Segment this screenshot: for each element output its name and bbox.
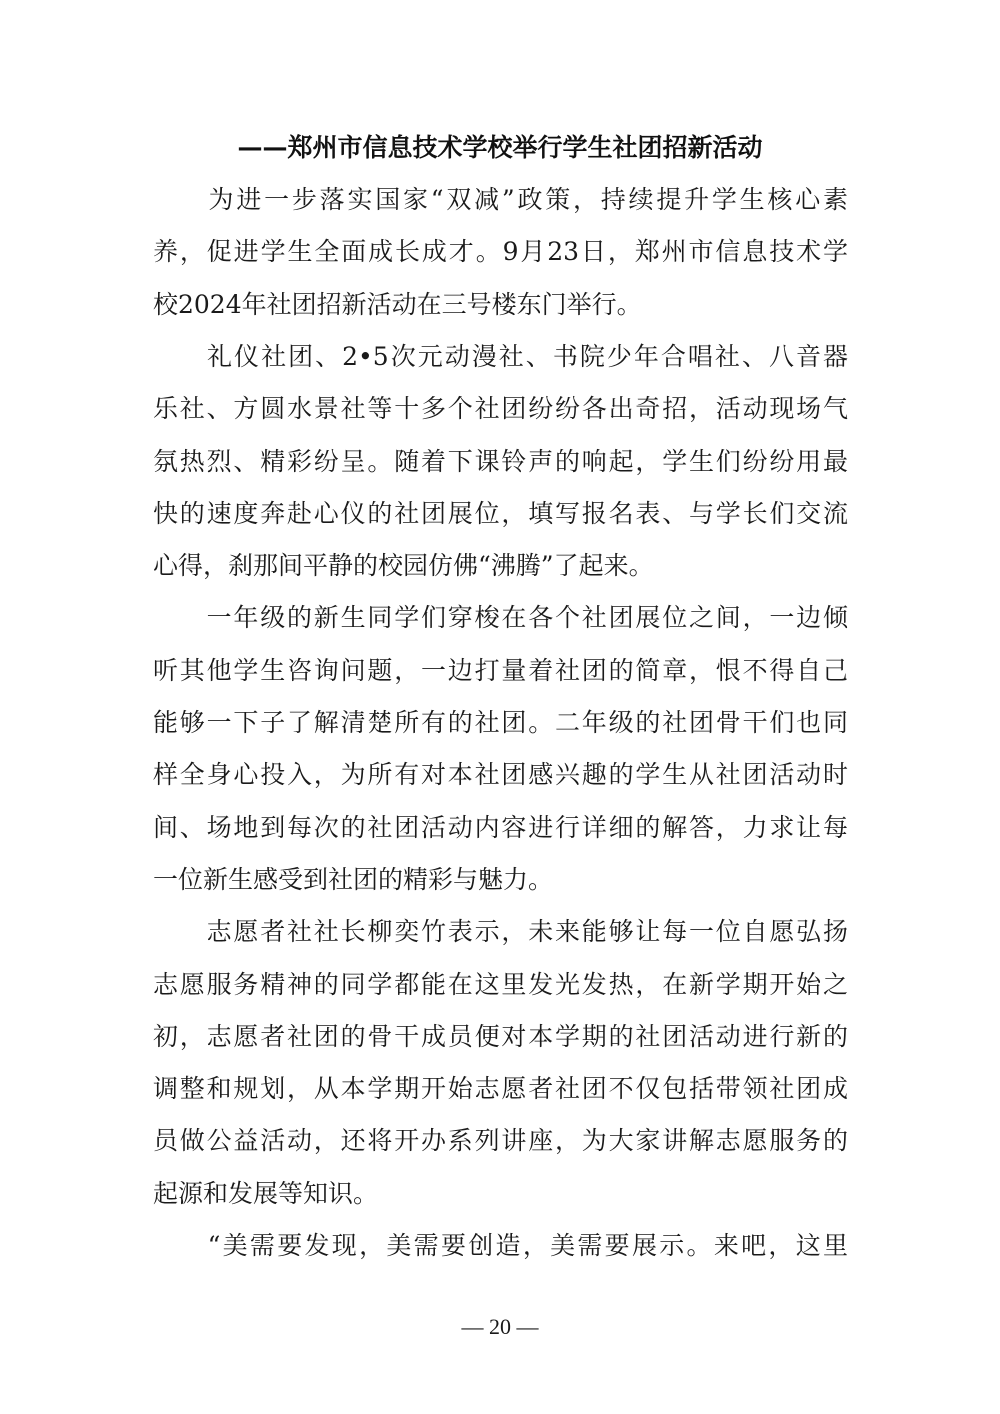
paragraph-3-line: 间、场地到每次的社团活动内容进行详细的解答，力求让每 [153, 812, 848, 842]
paragraph-3-line: 听其他学生咨询问题，一边打量着社团的简章，恨不得自己 [153, 655, 848, 685]
paragraph-4-line: 起源和发展等知识。 [153, 1178, 379, 1208]
paragraph-4-line: 志愿者社社长柳奕竹表示，未来能够让每一位自愿弘扬 [153, 917, 848, 947]
paragraph-4-line: 初，志愿者社团的骨干成员便对本学期的社团活动进行新的 [153, 1021, 848, 1051]
paragraph-2-line: 心得，刹那间平静的校园仿佛“沸腾”了起来。 [153, 551, 654, 581]
paragraph-1-line: 养，促进学生全面成长成才。9月23日，郑州市信息技术学 [153, 237, 848, 267]
paragraph-4-line: 员做公益活动，还将开办系列讲座，为大家讲解志愿服务的 [153, 1126, 848, 1156]
paragraph-2-line: 快的速度奔赴心仪的社团展位，填写报名表、与学长们交流 [153, 498, 848, 528]
paragraph-2-line: 礼仪社团、2•5次元动漫社、书院少年合唱社、八音器 [153, 341, 848, 371]
paragraph-3-line: 一位新生感受到社团的精彩与魅力。 [153, 864, 554, 894]
paragraph-3-line: 样全身心投入，为所有对本社团感兴趣的学生从社团活动时 [153, 760, 848, 790]
article-subtitle: ——郑州市信息技术学校举行学生社团招新活动 [237, 133, 763, 162]
paragraph-1-line: 校2024年社团招新活动在三号楼东门举行。 [153, 289, 642, 319]
paragraph-2-line: 乐社、方圆水景社等十多个社团纷纷各出奇招，活动现场气 [153, 394, 848, 424]
page-number: — 20 — [461, 1314, 539, 1339]
paragraph-2-line: 氛热烈、精彩纷呈。随着下课铃声的响起，学生们纷纷用最 [153, 446, 848, 476]
paragraph-4-line: 调整和规划，从本学期开始志愿者社团不仅包括带领社团成 [153, 1074, 848, 1104]
paragraph-3-line: 能够一下子了解清楚所有的社团。二年级的社团骨干们也同 [153, 708, 848, 737]
paragraph-4-line: 志愿服务精神的同学都能在这里发光发热，在新学期开始之 [153, 969, 848, 999]
paragraph-3-line: 一年级的新生同学们穿梭在各个社团展位之间，一边倾 [153, 603, 848, 633]
paragraph-5-line: “美需要发现，美需要创造，美需要展示。来吧，这里 [153, 1231, 848, 1260]
paragraph-1-line: 为进一步落实国家“双减”政策，持续提升学生核心素 [153, 185, 848, 214]
